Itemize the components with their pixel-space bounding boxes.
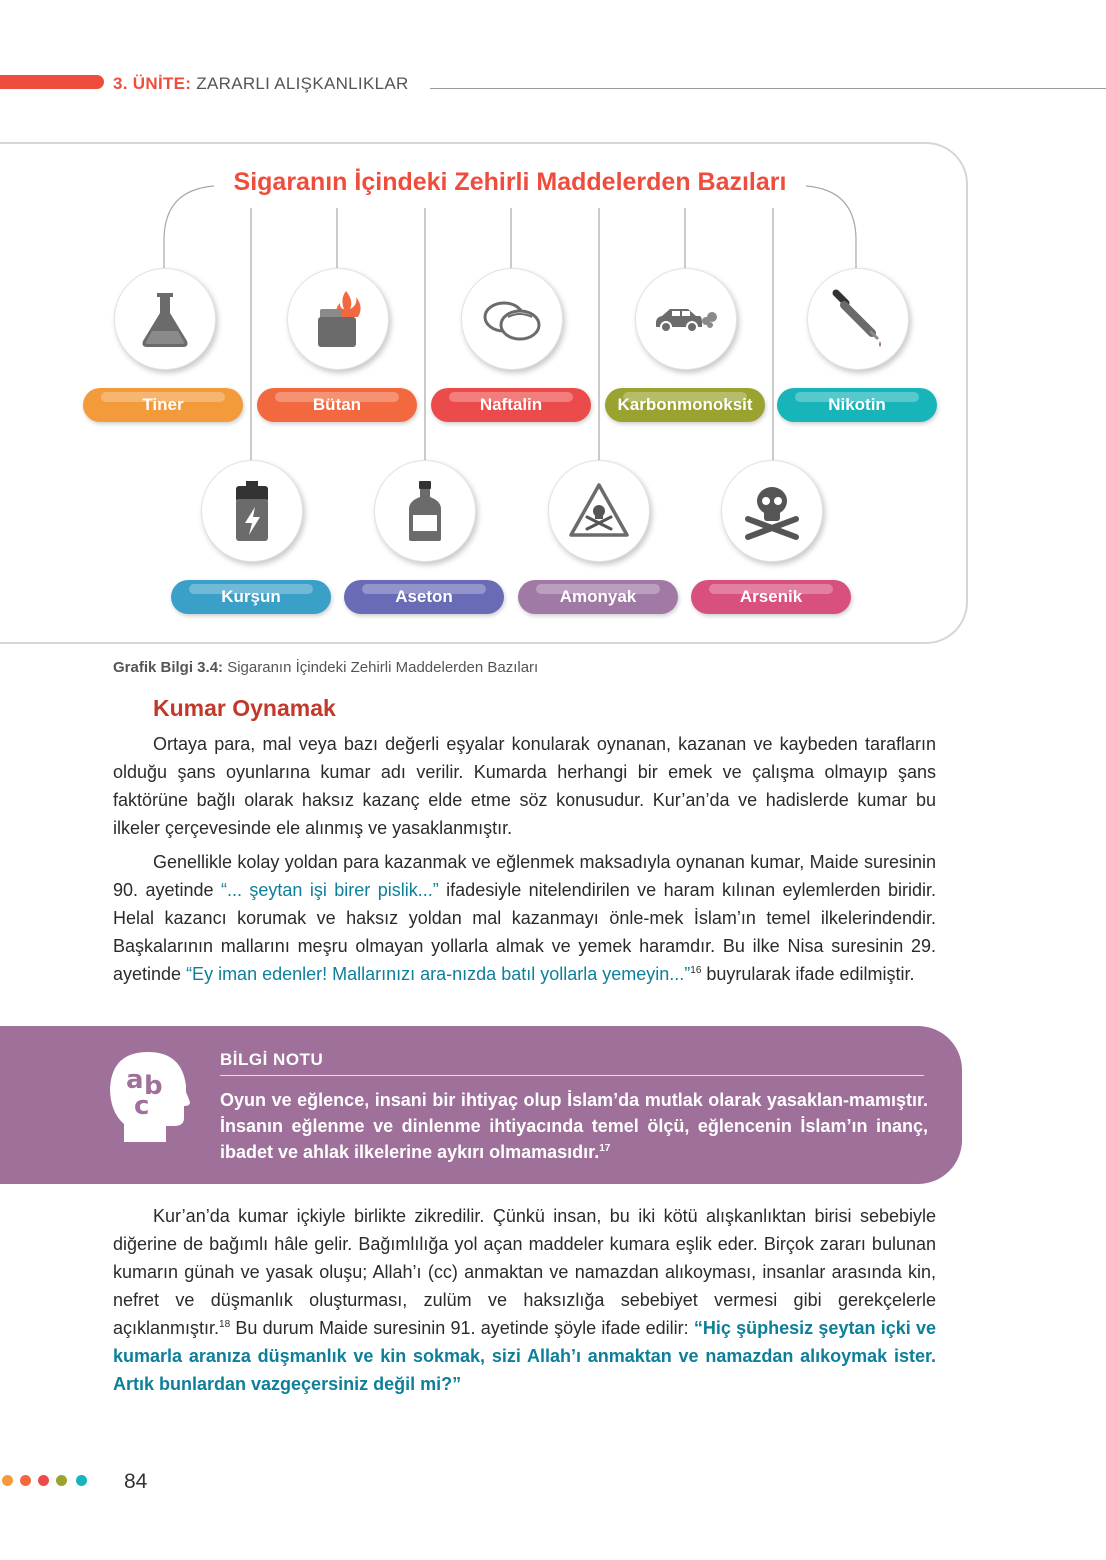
substance-circle-butan (287, 268, 389, 370)
tablets-icon (480, 287, 544, 351)
substance-circle-aseton (374, 460, 476, 562)
graphic-title: Sigaranın İçindeki Zehirli Maddelerden Bazıları (233, 168, 787, 196)
substance-label-kursun: Kurşun (171, 580, 331, 614)
substance-label-naftalin: Naftalin (431, 388, 591, 422)
quote-maide-91: “Hiç şüphesiz şeytan içki ve kumarla aranıza düşmanlık ve kin sokmak, sizi Allah’ı anmaktan ve namazdan alıkoymak ister. Artık bunlardan vazgeçersiniz değil mi?” (113, 1318, 936, 1394)
footer-dot (38, 1475, 49, 1486)
substance-circle-amonyak (548, 460, 650, 562)
unit-title: ZARARLI ALIŞKANLIKLAR (191, 74, 409, 93)
graphic-caption (113, 659, 538, 676)
dropper-icon (826, 287, 890, 351)
lighter-icon (306, 287, 370, 351)
svg-text:a: a (126, 1065, 144, 1095)
page-number: 84 (124, 1470, 148, 1493)
substance-circle-kursun (201, 460, 303, 562)
footer-dot (56, 1475, 67, 1486)
substance-label-karbonmonoksit: Karbonmonoksit (605, 388, 765, 422)
note-heading: BİLGİ NOTU (220, 1050, 324, 1069)
quote-maide-90: “... şeytan işi birer pislik...” (220, 880, 439, 900)
footnote-ref-17: 17 (599, 1143, 611, 1154)
svg-text:b: b (144, 1071, 163, 1101)
footer-dot (20, 1475, 31, 1486)
bottle-icon (393, 479, 457, 543)
footnote-ref-18: 18 (219, 1319, 231, 1330)
paragraph-2: Genellikle kolay yoldan para kazanmak ve eğlenmek maksadıyla oynanan kumar, Maide suresinin 90. ayetinde “... şeytan işi birer pislik...” ifadesiyle nitelendirilen ve haram kılınan eylemlerden biridir. Helal kazancı korumak ve haksız yoldan mal kazanmayı önle-mek İslam’ın temel ilkelerindendir. Başkalarının mallarını meşru olmayan yollarla almak ve yemek haramdır. Bu ilke Nisa suresinin 29. ayetinde “Ey iman edenler! Mallarınızı ara-nızda batıl yollarla yemeyin...”$^{16}$ buyrularak ifade edilmiştir. (113, 852, 937, 984)
quote-nisa-29: “Ey iman edenler! Mallarınızı ara-nızda batıl yollarla yemeyin...” (186, 964, 691, 984)
substance-circle-nikotin (807, 268, 909, 370)
paragraph-3: Kur’an’da kumar içkiyle birlikte zikredilir. Çünkü insan, bu iki kötü alışkanlıktan birisi sebebiyle diğerine de bağımlı hâle gelir. Bağımlılığa yol açan maddeler kumara eşlik eder. Birçok zararı bulunan kumarın günah ve yasak oluşu; Allah’ı (cc) anmaktan ve namazdan alıkoyması, insanlar arasında kin, nefret ve düşmanlık oluşturması, zulüm ve haksızlığa sebebiyet vermesi gibi gerekçelerle açıklanmıştır.$^{18}$ Bu durum Maide suresinin 91. ayetinde şöyle ifade edilir: “Hiç şüphesiz şeytan içki ve kumarla aranıza düşmanlık ve kin sokmak, sizi Allah’ı anmaktan ve namazdan alıkoymak ister. Artık bunlardan vazgeçersiniz değil mi?” (113, 1206, 936, 1394)
substance-label-butan: Bütan (257, 388, 417, 422)
svg-text:c: c (134, 1091, 150, 1121)
caption-label: Grafik Bilgi 3.4: (113, 659, 224, 676)
unit-label: 3. ÜNİTE: (113, 74, 192, 93)
car-exhaust-icon (654, 287, 718, 351)
caption-text: Sigaranın İçindeki Zehirli Maddelerden Bazıları (223, 659, 539, 676)
abc-head-icon (108, 1048, 190, 1144)
section-title: Kumar Oynamak (153, 695, 336, 721)
substance-circle-karbonmonoksit (635, 268, 737, 370)
paragraph-1: Ortaya para, mal veya bazı değerli eşyalar konularak oynanan, kazanan ve kaybeden tarafların olduğu şans oyunlarına kumar adı verilir. Kumarda herhangi bir emek ve çalışma olmayıp şans faktörüne bağlı olarak haksız kazanç elde etme söz konusudur. Kur’an’da ve hadislerde kumar bu ilkeler çerçevesinde ele alınmış ve yasaklanmıştır. (113, 734, 936, 838)
footnote-ref-16: 16 (690, 965, 702, 976)
connector-nikotin (806, 186, 856, 268)
hazard-triangle-icon (567, 479, 631, 543)
connector-tiner (164, 186, 214, 268)
substance-circle-tiner (114, 268, 216, 370)
substance-label-nikotin: Nikotin (777, 388, 937, 422)
substance-label-amonyak: Amonyak (518, 580, 678, 614)
skull-crossbones-icon (740, 479, 804, 543)
substance-label-aseton: Aseton (344, 580, 504, 614)
substance-circle-arsenik (721, 460, 823, 562)
substance-label-tiner: Tiner (83, 388, 243, 422)
substance-circle-naftalin (461, 268, 563, 370)
battery-icon (220, 479, 284, 543)
footer-dot (76, 1475, 87, 1486)
footer-dot (2, 1475, 13, 1486)
substance-label-arsenik: Arsenik (691, 580, 851, 614)
flask-icon (133, 287, 197, 351)
note-text: Oyun ve eğlence, insani bir ihtiyaç olup İslam’da mutlak olarak yasaklan-mamıştır. İnsanın eğlenme ve dinlenme ihtiyacında temel ölçü, eğlencenin İslam’ın inanç, ibadet ve ahlak ilkelerine aykırı olmamasıdır.$^{17}$ (220, 1090, 928, 1162)
note-rule (220, 1075, 924, 1076)
